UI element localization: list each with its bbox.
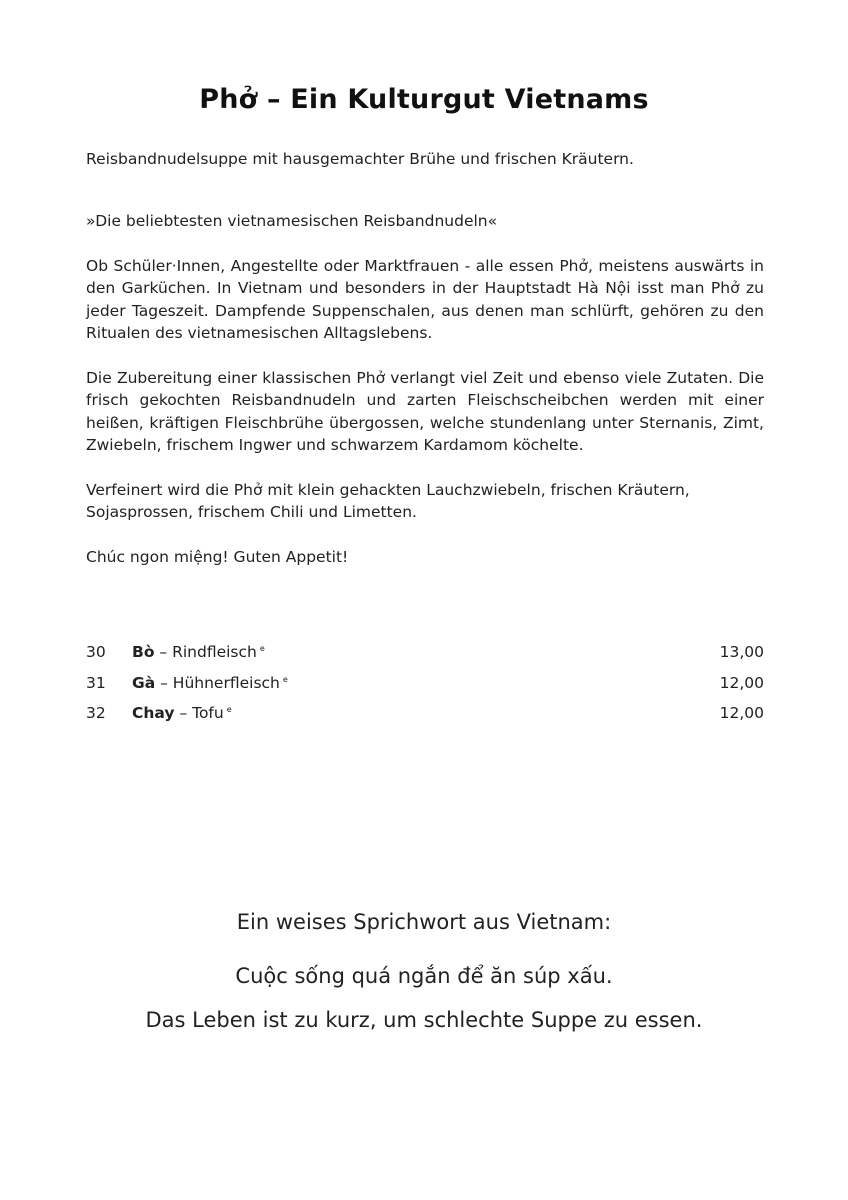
menu-item-note: e (259, 644, 265, 653)
proverb-german: Das Leben ist zu kurz, um schlechte Suppe zu essen. (145, 1008, 703, 1032)
menu-item-number: 32 (86, 704, 106, 722)
subtitle: Reisbandnudelsuppe mit hausgemachter Brühe und frischen Kräutern. (86, 150, 634, 168)
menu-item-price: 12,00 (719, 704, 764, 722)
menu-item-name: Gà (132, 673, 156, 692)
paragraph-garnish: Verfeinert wird die Phở mit klein gehackten Lauchzwiebeln, frischen Kräutern, Sojasprossen, frischem Chili und Limetten. (86, 480, 690, 521)
quote-heading: »Die beliebtesten vietnamesischen Reisbandnudeln« (86, 212, 498, 230)
paragraph-preparation: Die Zubereitung einer klassischen Phở verlangt viel Zeit und ebenso viele Zutaten. Die frisch gekochten Reisbandnudeln und zarten Fleischscheibchen werden mit einer heißen, kräftigen Fleischbrühe übergossen, welche stundenlang unter Sternanis, Zimt, Zwiebeln, frischem Ingwer und schwarzem Kardamom köchelte. (86, 368, 764, 454)
menu-item-desc: – Tofu (179, 704, 224, 722)
proverb-vietnamese: Cuộc sống quá ngắn để ăn súp xấu. (235, 964, 613, 988)
menu-item-desc: – Rindfleisch (159, 643, 257, 661)
menu-list (86, 643, 764, 735)
menu-item-price: 12,00 (719, 673, 764, 692)
paragraph-greeting: Chúc ngon miệng! Guten Appetit! (86, 547, 349, 566)
menu-item-desc: – Hühnerfleisch (160, 673, 280, 692)
menu-item-number: 30 (86, 643, 106, 661)
menu-item-price: 13,00 (719, 643, 764, 661)
paragraph-intro: Ob Schüler·Innen, Angestellte oder Marktfrauen - alle essen Phở, meistens auswärts in den Garküchen. In Vietnam und besonders in der Hauptstadt Hà Nội isst man Phở zu jeder Tageszeit. Dampfende Suppenschalen, aus denen man schlürft, gehören zu den Ritualen des vietnamesischen Alltagslebens. (86, 256, 764, 342)
menu-item (86, 643, 764, 674)
menu-item (86, 704, 764, 735)
menu-item-title (132, 674, 684, 692)
menu-item-name: Bò (132, 643, 155, 661)
proverb-heading: Ein weises Sprichwort aus Vietnam: (236, 910, 612, 934)
menu-item-title (132, 704, 684, 722)
menu-item (86, 674, 764, 705)
description (86, 210, 764, 590)
menu-item-title (132, 643, 684, 661)
page-title: Phở – Ein Kulturgut Vietnams (199, 84, 649, 115)
menu-item-number: 31 (86, 673, 106, 692)
menu-item-name: Chay (132, 704, 175, 722)
menu-item-note: e (226, 705, 232, 714)
menu-item-note: e (282, 674, 288, 684)
